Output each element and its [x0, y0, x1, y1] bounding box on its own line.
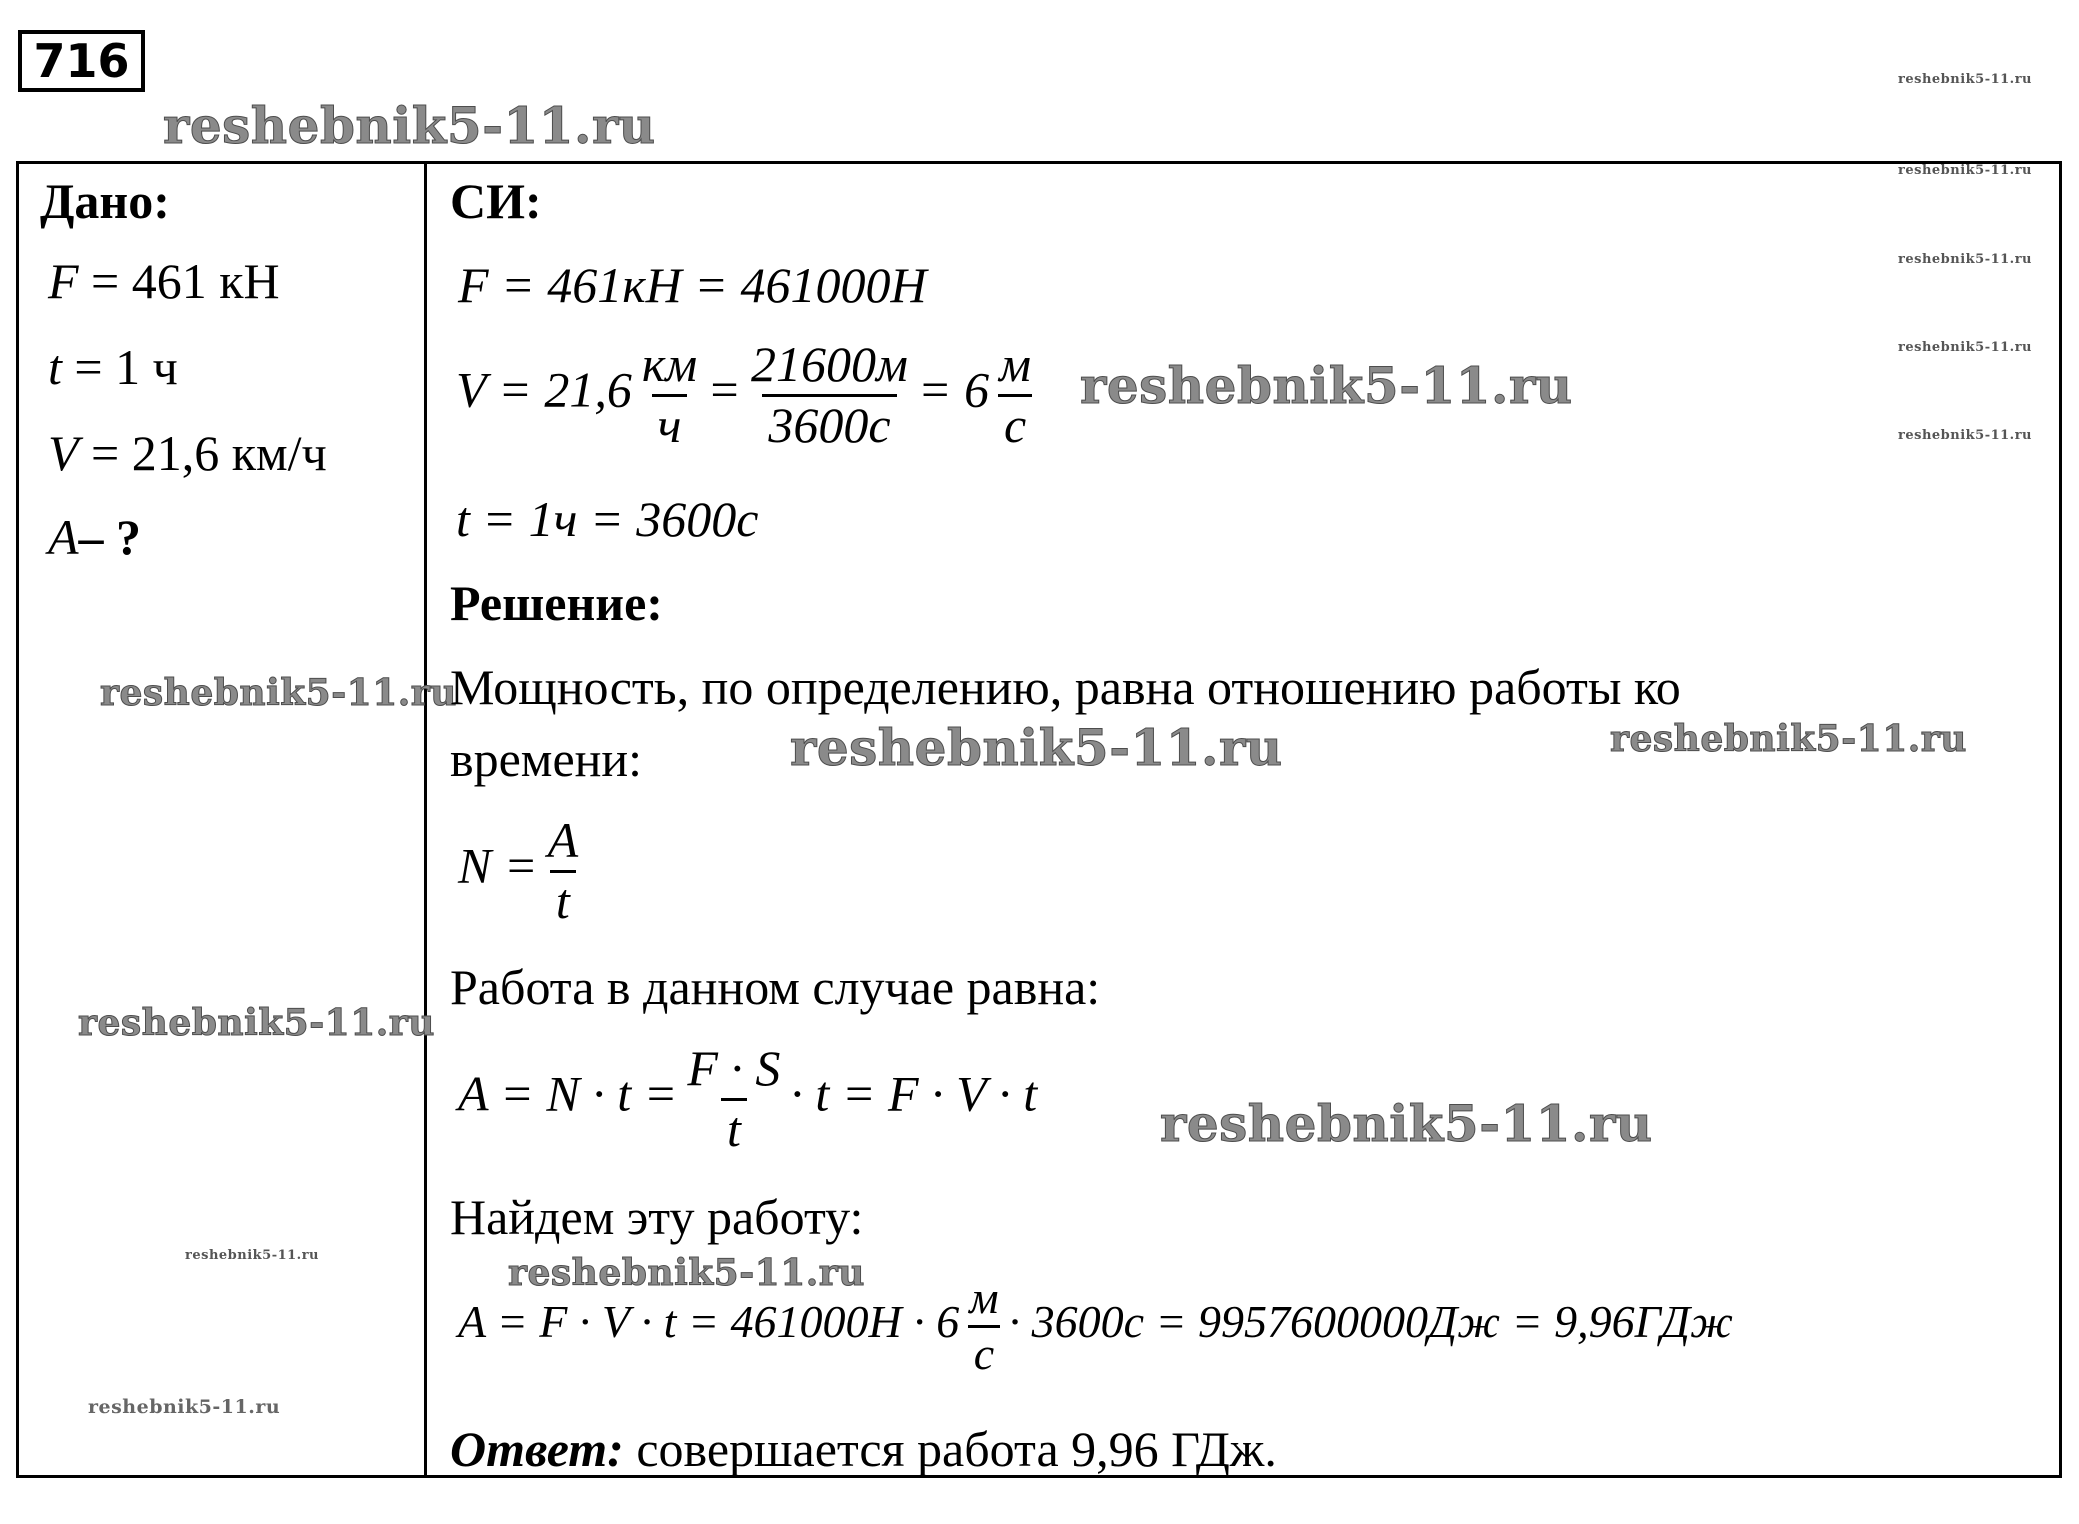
column-divider [424, 161, 427, 1478]
watermark: reshebnik5-11.ru [1898, 340, 2033, 355]
solution-text-work: Работа в данном случае равна: [450, 959, 1101, 1015]
watermark: reshebnik5-11.ru [1898, 252, 2033, 267]
watermark: reshebnik5-11.ru [1898, 428, 2033, 443]
problem-number: 716 [18, 30, 145, 92]
si-time-conversion: t = 1ч = 3600с [456, 491, 759, 547]
answer-line [450, 1420, 1277, 1478]
watermark: reshebnik5-11.ru [163, 96, 656, 155]
watermark: reshebnik5-11.ru [1898, 72, 2033, 87]
watermark: reshebnik5-11.ru [508, 1252, 865, 1294]
work-formula: A = N · t = $\frac{F \cdot S}{t}$ · t = F · V · t [458, 1040, 1038, 1157]
si-speed-conversion: V = 21,6 $\frac{км}{ч}$ = $\frac{21600м}{3600с}$ = 6 $\frac{м}{с}$ [456, 336, 1032, 453]
watermark: reshebnik5-11.ru [1610, 718, 1967, 760]
si-heading: СИ: [450, 173, 542, 229]
watermark: reshebnik5-11.ru [1160, 1094, 1653, 1153]
watermark: reshebnik5-11.ru [78, 1002, 435, 1044]
given-unknown: A– ? [48, 509, 142, 565]
work-calculation: A = F · V · t = 461000Н · 6 $\frac{м}{с}$ · 3600с = 9957600000Дж = 9,96ГДж [458, 1272, 1733, 1379]
watermark: reshebnik5-11.ru [1898, 163, 2033, 178]
watermark: reshebnik5-11.ru [1080, 356, 1573, 415]
solution-text-find: Найдем эту работу: [450, 1189, 864, 1245]
solution-heading: Решение: [450, 575, 663, 631]
solution-text-definition: Мощность, по определению, равна отношению работы ко [450, 659, 1681, 715]
given-speed: V = 21,6 км/ч [48, 425, 327, 481]
given-time: t = 1 ч [48, 339, 178, 395]
solution-text-definition-cont: времени: [450, 731, 643, 787]
given-force: F = 461 кН [48, 253, 280, 309]
si-force-conversion: F = 461кН = 461000Н [458, 257, 927, 313]
given-heading: Дано: [40, 173, 170, 229]
power-formula: N = $\frac{A}{t}$ [458, 812, 579, 929]
answer-label: Ответ: [450, 1421, 624, 1477]
watermark: reshebnik5-11.ru [88, 1396, 281, 1418]
answer-text: совершается работа 9,96 ГДж. [636, 1421, 1277, 1477]
watermark: reshebnik5-11.ru [100, 672, 457, 714]
watermark: reshebnik5-11.ru [185, 1248, 320, 1263]
watermark: reshebnik5-11.ru [790, 718, 1283, 777]
